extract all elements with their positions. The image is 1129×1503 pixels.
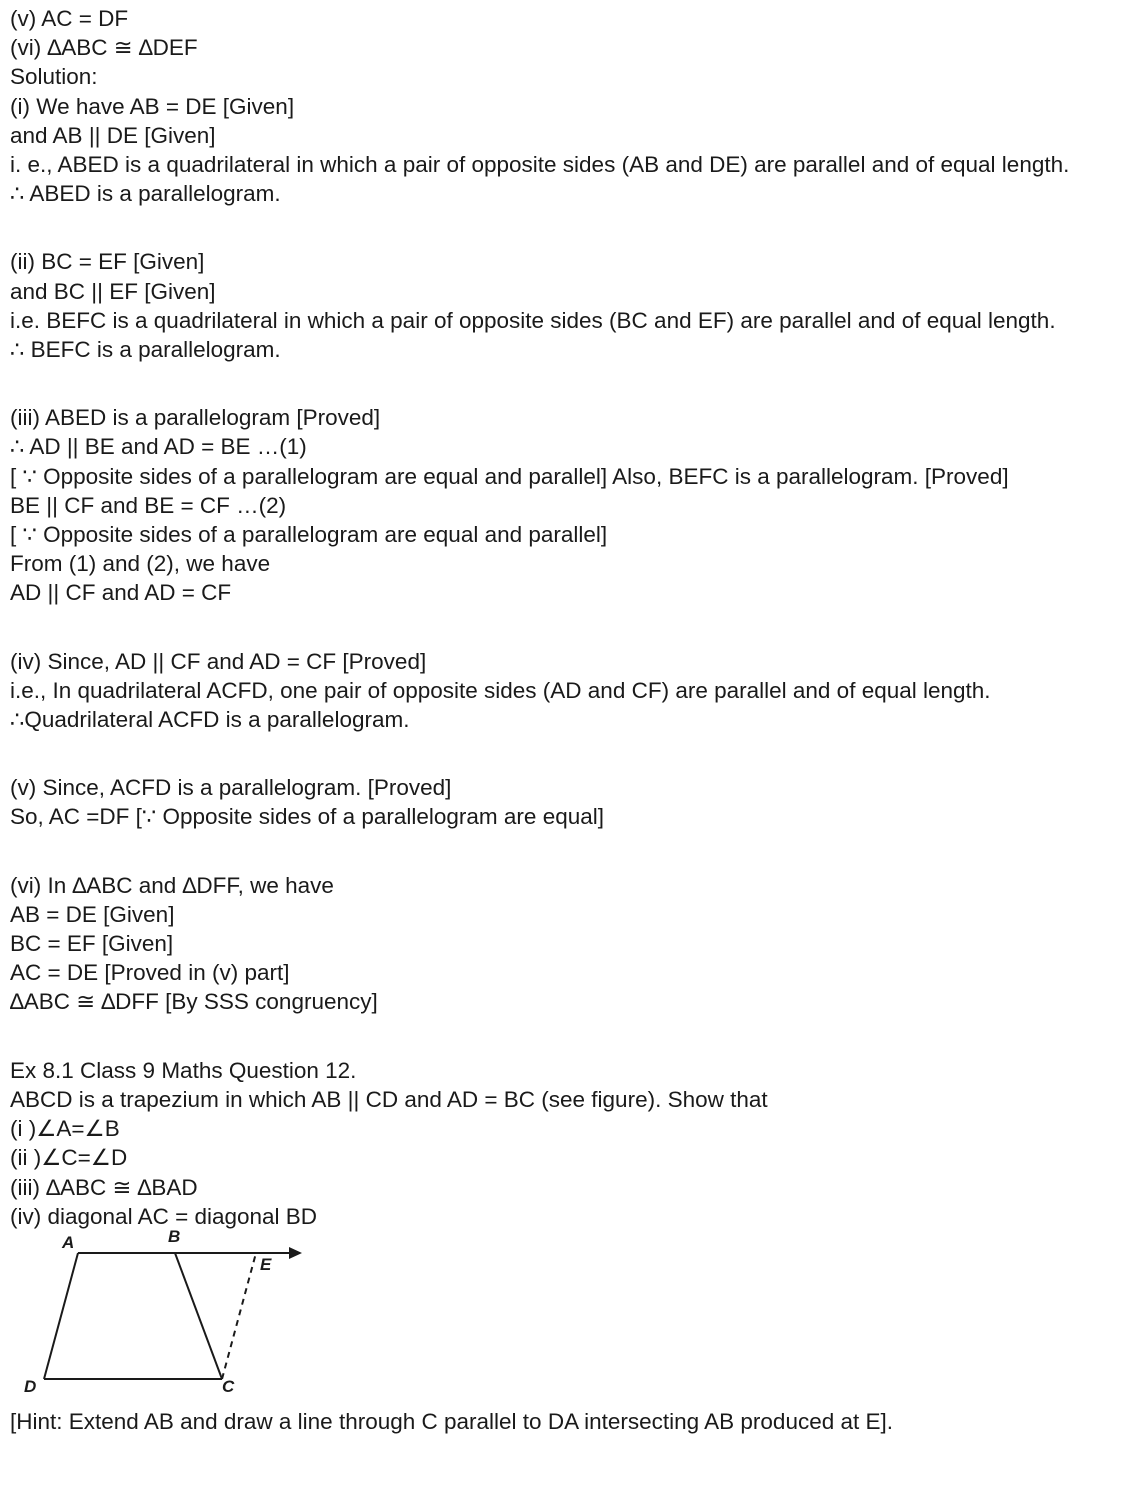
side-bc bbox=[175, 1253, 222, 1379]
text-line: (iii) ABED is a parallelogram [Proved] bbox=[10, 405, 381, 431]
text-line: So, AC =DF [∵ Opposite sides of a parallelogram are equal] bbox=[10, 804, 604, 830]
text-paragraph: i. e., ABED is a quadrilateral in which a pair of opposite sides (AB and DE) are parallel and of equal length. bbox=[10, 152, 1070, 178]
side-ad bbox=[44, 1253, 78, 1379]
text-line: AC = DE [Proved in (v) part] bbox=[10, 960, 290, 986]
text-line: (v) AC = DF bbox=[10, 6, 129, 31]
paragraph-spacer bbox=[10, 734, 1125, 773]
text-line: [ ∵ Opposite sides of a parallelogram are equal and parallel] bbox=[10, 522, 608, 548]
text-line: (vi) ∆ABC ≅ ∆DEF bbox=[10, 35, 198, 61]
paragraph-spacer bbox=[10, 364, 1125, 403]
text-line: [ ∵ Opposite sides of a parallelogram are equal and parallel] Also, BEFC is a parallelogram. [Proved] bbox=[10, 463, 1009, 489]
text-line: (iv) Since, AD || CF and AD = CF [Proved] bbox=[10, 648, 427, 674]
paragraph-spacer bbox=[10, 608, 1125, 647]
trapezium-figure bbox=[10, 1226, 330, 1401]
text-line: (i) We have AB = DE [Given] bbox=[10, 93, 295, 119]
text-line: AD || CF and AD = CF bbox=[10, 580, 232, 606]
text-line: BE || CF and BE = CF …(2) bbox=[10, 492, 287, 518]
question-part: (iv) diagonal AC = diagonal BD bbox=[10, 1203, 318, 1229]
text-line: ∴ AD || BE and AD = BE …(1) bbox=[10, 434, 307, 460]
vertex-label-e: E bbox=[260, 1254, 272, 1274]
paragraph-spacer bbox=[10, 832, 1125, 871]
trapezium-diagram bbox=[10, 1233, 330, 1401]
text-line: ∆ABC ≅ ∆DFF [By SSS congruency] bbox=[10, 989, 378, 1015]
arrowhead bbox=[289, 1247, 302, 1259]
vertex-label-b: B bbox=[168, 1226, 181, 1246]
paragraph-spacer bbox=[10, 1017, 1125, 1056]
vertex-label-c: C bbox=[222, 1376, 235, 1396]
text-line: From (1) and (2), we have bbox=[10, 551, 271, 577]
question-part: (i )∠A=∠B bbox=[10, 1116, 120, 1142]
text-line: ∴Quadrilateral ACFD is a parallelogram. bbox=[10, 707, 410, 733]
solution-heading: Solution: bbox=[10, 64, 98, 90]
hint-text: [Hint: Extend AB and draw a line through C parallel to DA intersecting AB produced at E]. bbox=[10, 1408, 894, 1434]
question-heading: Ex 8.1 Class 9 Maths Question 12. bbox=[10, 1057, 357, 1083]
text-line: BC = EF [Given] bbox=[10, 931, 174, 957]
line-ce-dashed bbox=[222, 1253, 256, 1379]
text-paragraph: i.e. BEFC is a quadrilateral in which a pair of opposite sides (BC and EF) are parallel and of equal length. bbox=[10, 307, 1056, 333]
text-line: ∴ ABED is a parallelogram. bbox=[10, 181, 281, 207]
text-line: and AB || DE [Given] bbox=[10, 122, 216, 148]
solution-document bbox=[10, 4, 1125, 1436]
question-text: ABCD is a trapezium in which AB || CD and AD = BC (see figure). Show that bbox=[10, 1086, 768, 1112]
vertex-label-d: D bbox=[24, 1376, 37, 1396]
text-line: ∴ BEFC is a parallelogram. bbox=[10, 337, 281, 363]
text-line: (v) Since, ACFD is a parallelogram. [Proved] bbox=[10, 775, 452, 801]
question-part: (iii) ∆ABC ≅ ∆BAD bbox=[10, 1174, 198, 1200]
vertex-label-a: A bbox=[62, 1232, 75, 1252]
text-line: AB = DE [Given] bbox=[10, 901, 175, 927]
text-line: (ii) BC = EF [Given] bbox=[10, 249, 205, 275]
text-line: and BC || EF [Given] bbox=[10, 278, 216, 304]
question-part: (ii )∠C=∠D bbox=[10, 1145, 128, 1171]
text-line: i.e., In quadrilateral ACFD, one pair of opposite sides (AD and CF) are parallel and of equal length. bbox=[10, 677, 991, 703]
text-line: (vi) In ∆ABC and ∆DFF, we have bbox=[10, 872, 334, 898]
paragraph-spacer bbox=[10, 208, 1125, 247]
